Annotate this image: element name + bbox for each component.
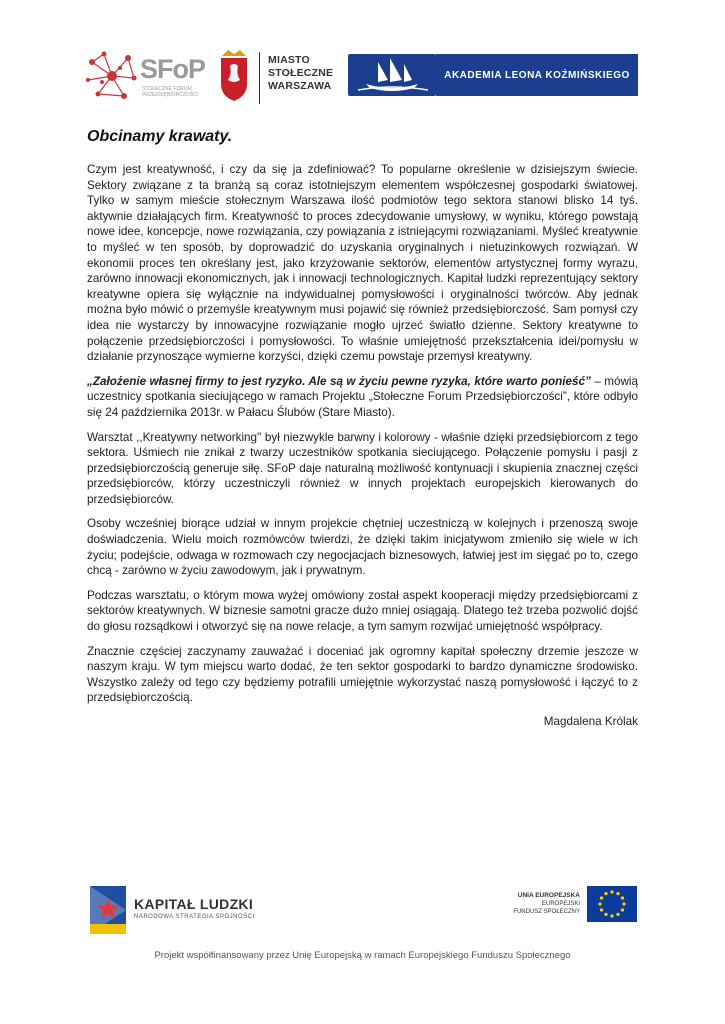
- footer-logos: [0, 870, 725, 1024]
- paragraph-2: [87, 374, 638, 421]
- paragraph-2-text: [87, 374, 638, 421]
- sfop-logo: [84, 48, 214, 104]
- miasto-line-2: STOŁECZNE: [268, 67, 334, 79]
- paragraph-5-text: Podczas warsztatu, o którym mowa wyżej omówiony został aspekt kooperacji między przedsiębiorcami z sektorów kreatywnych. W biznesie samotni gracze dużo mniej osiągają. Dlatego też trzeba pozwolić dojść do głosu rozsądkowi i otworzyć się na nowe relacje, a tym samym rozwijać umiejętność współpracy.: [87, 588, 638, 634]
- akademia-logo: AKADEMIA LEONA KOŹMIŃSKIEGO: [436, 54, 638, 96]
- quote-rest: – mówią uczestnicy spotkania sieciującego w ramach Projektu „Stołeczne Forum Przedsiębiorczości”, które odbyło się 24 października 2013r. w Pałacu Ślubów (Stare Miasto).: [87, 374, 638, 419]
- article-title: Obcinamy krawaty.: [87, 128, 233, 145]
- sfop-logo-text: SFoP: [140, 54, 206, 84]
- miasto-line-1: MIASTO: [268, 54, 310, 66]
- kapital-ludzki-icon: [88, 884, 128, 936]
- kapital-ludzki-title: KAPITAŁ LUDZKI: [134, 896, 254, 912]
- paragraph-6: [87, 644, 638, 706]
- paragraph-4: [87, 516, 638, 578]
- sfop-network-icon: [84, 48, 140, 104]
- article: [87, 128, 638, 728]
- ue-line-2: EUROPEJSKI: [541, 901, 580, 907]
- kapital-ludzki-subtitle: NARODOWA STRATEGIA SPÓJNOŚCI: [134, 914, 255, 920]
- miasto-line-3: WARSZAWA: [268, 80, 332, 92]
- eu-flag-icon: [587, 886, 637, 922]
- ue-text: [460, 892, 580, 916]
- crest-divider: [259, 52, 260, 104]
- paragraph-4-text: Osoby wcześniej biorące udział w innym projekcie chętniej uczestniczą w kolejnych i przenoszą swoje doświadczenia. Wielu moich rozmówców twierdzi, że dzięki takim inicjatywom zmieniło się wiele w ich życiu; podejście, odwaga w rozmowach czy negocjacjach biznesowych, łatwiej jest im sięgać po to, czego chcą - zarówno w życiu zawodowym, jak i prywatnym.: [87, 517, 638, 578]
- paragraph-3: [87, 430, 638, 508]
- ship-logo: [348, 54, 436, 96]
- ue-line-3: FUNDUSZ SPOŁECZNY: [513, 909, 580, 915]
- paragraph-3-text: Warsztat ,,Kreatywny networking'' był niezwykle barwny i kolorowy - właśnie dzięki przedsiębiorcom z tego sektora. Uśmiech nie znikał z twarzy uczestników spotkania sieciującego. Połączenie pomysłu i pasji z przedsiębiorczością generuje siłę. SFoP daje naturalną możliwość kontynuacji i skupienia znacznej części przedsiębiorców, którzy uczestniczyli również w innych projektach europejskich kierowanych do przedsiębiorców.: [87, 430, 638, 506]
- ship-icon: [348, 54, 436, 96]
- author-signature: Magdalena Królak: [543, 715, 638, 728]
- paragraph-1-text: Czym jest kreatywność, i czy da się ja zdefiniować? To popularne określenie w dzisiejszym świecie. Sektory związane z ta branżą są coraz istotniejszym elementem współczesnej gospodarki światowej. Tylko w samym mieście stołecznym Warszawa ilość podmiotów tego sektora stanowi blisko 14 tyś. aktywnie działających firm. Kreatywność to proces zdecydowanie umysłowy, w wyniku, którego powstają nowe idee, koncepcje, nowe rozwiązania, czy powiązania z istniejącymi rozwiązaniami. Myśleć kreatywnie to myśleć w ten sposób, by doprowadzić do uzyskania oryginalnych i nietuzinkowych rozwiązań. W ekonomii proces ten określany jest, jako krzyżowanie sektorów, elementów artystycznej formy wyrazu, zarówno innowacji ekonomicznych, jak i innowacji technologicznych. Kapitał ludzki reprezentujący sektory kreatywne opiera się wyłącznie na indywidualnej pomysłowości i oryginalności twórców. Aby jednak można było mówić o przemyśle kreatywnym musi pojawić się również przedsiębiorczość. Sam pomysł czy idea nie wystarczy by innowacyjne rozwiązanie mogło ujrzeć światło dzienne. Sektory kreatywne to połączenie przedsiębiorczości i pomysłowości. To właśnie umiejętność przekształcenia idei/pomysłu w działanie przynoszące wymierne korzyści, dzięki czemu powstaje przemysł kreatywny.: [87, 163, 638, 364]
- paragraph-1: [87, 162, 638, 365]
- paragraph-6-text: Znacznie częściej zaczynamy zauważać i doceniać jak ogromny kapitał społeczny drzemie jeszcze w naszym kraju. W tym miejscu warto dodać, że ten sektor gospodarki to bardzo dynamiczne środowisko. Wszystko zależy od tego czy będziemy potrafili umiejętnie wykorzystać naszą pomysłowość i łączyć to z przedsiębiorczością.: [87, 644, 638, 705]
- sfop-logo-subtext: STOŁECZNE FORUM PRZEDSIĘBIORCZOŚCI: [142, 86, 199, 98]
- header-logos: [0, 40, 725, 115]
- miasto-logo-text: [268, 54, 333, 93]
- footer-note: Projekt współfinansowany przez Unię Europejską w ramach Europejskiego Funduszu Społecznego: [154, 950, 571, 961]
- warsaw-crest-icon: [218, 48, 250, 102]
- paragraph-5: [87, 588, 638, 635]
- ue-line-1: UNIA EUROPEJSKA: [517, 892, 580, 899]
- quote-lead: „Założenie własnej firmy to jest ryzyko. Ale są w życiu pewne ryzyka, które warto ponieść”: [87, 374, 591, 388]
